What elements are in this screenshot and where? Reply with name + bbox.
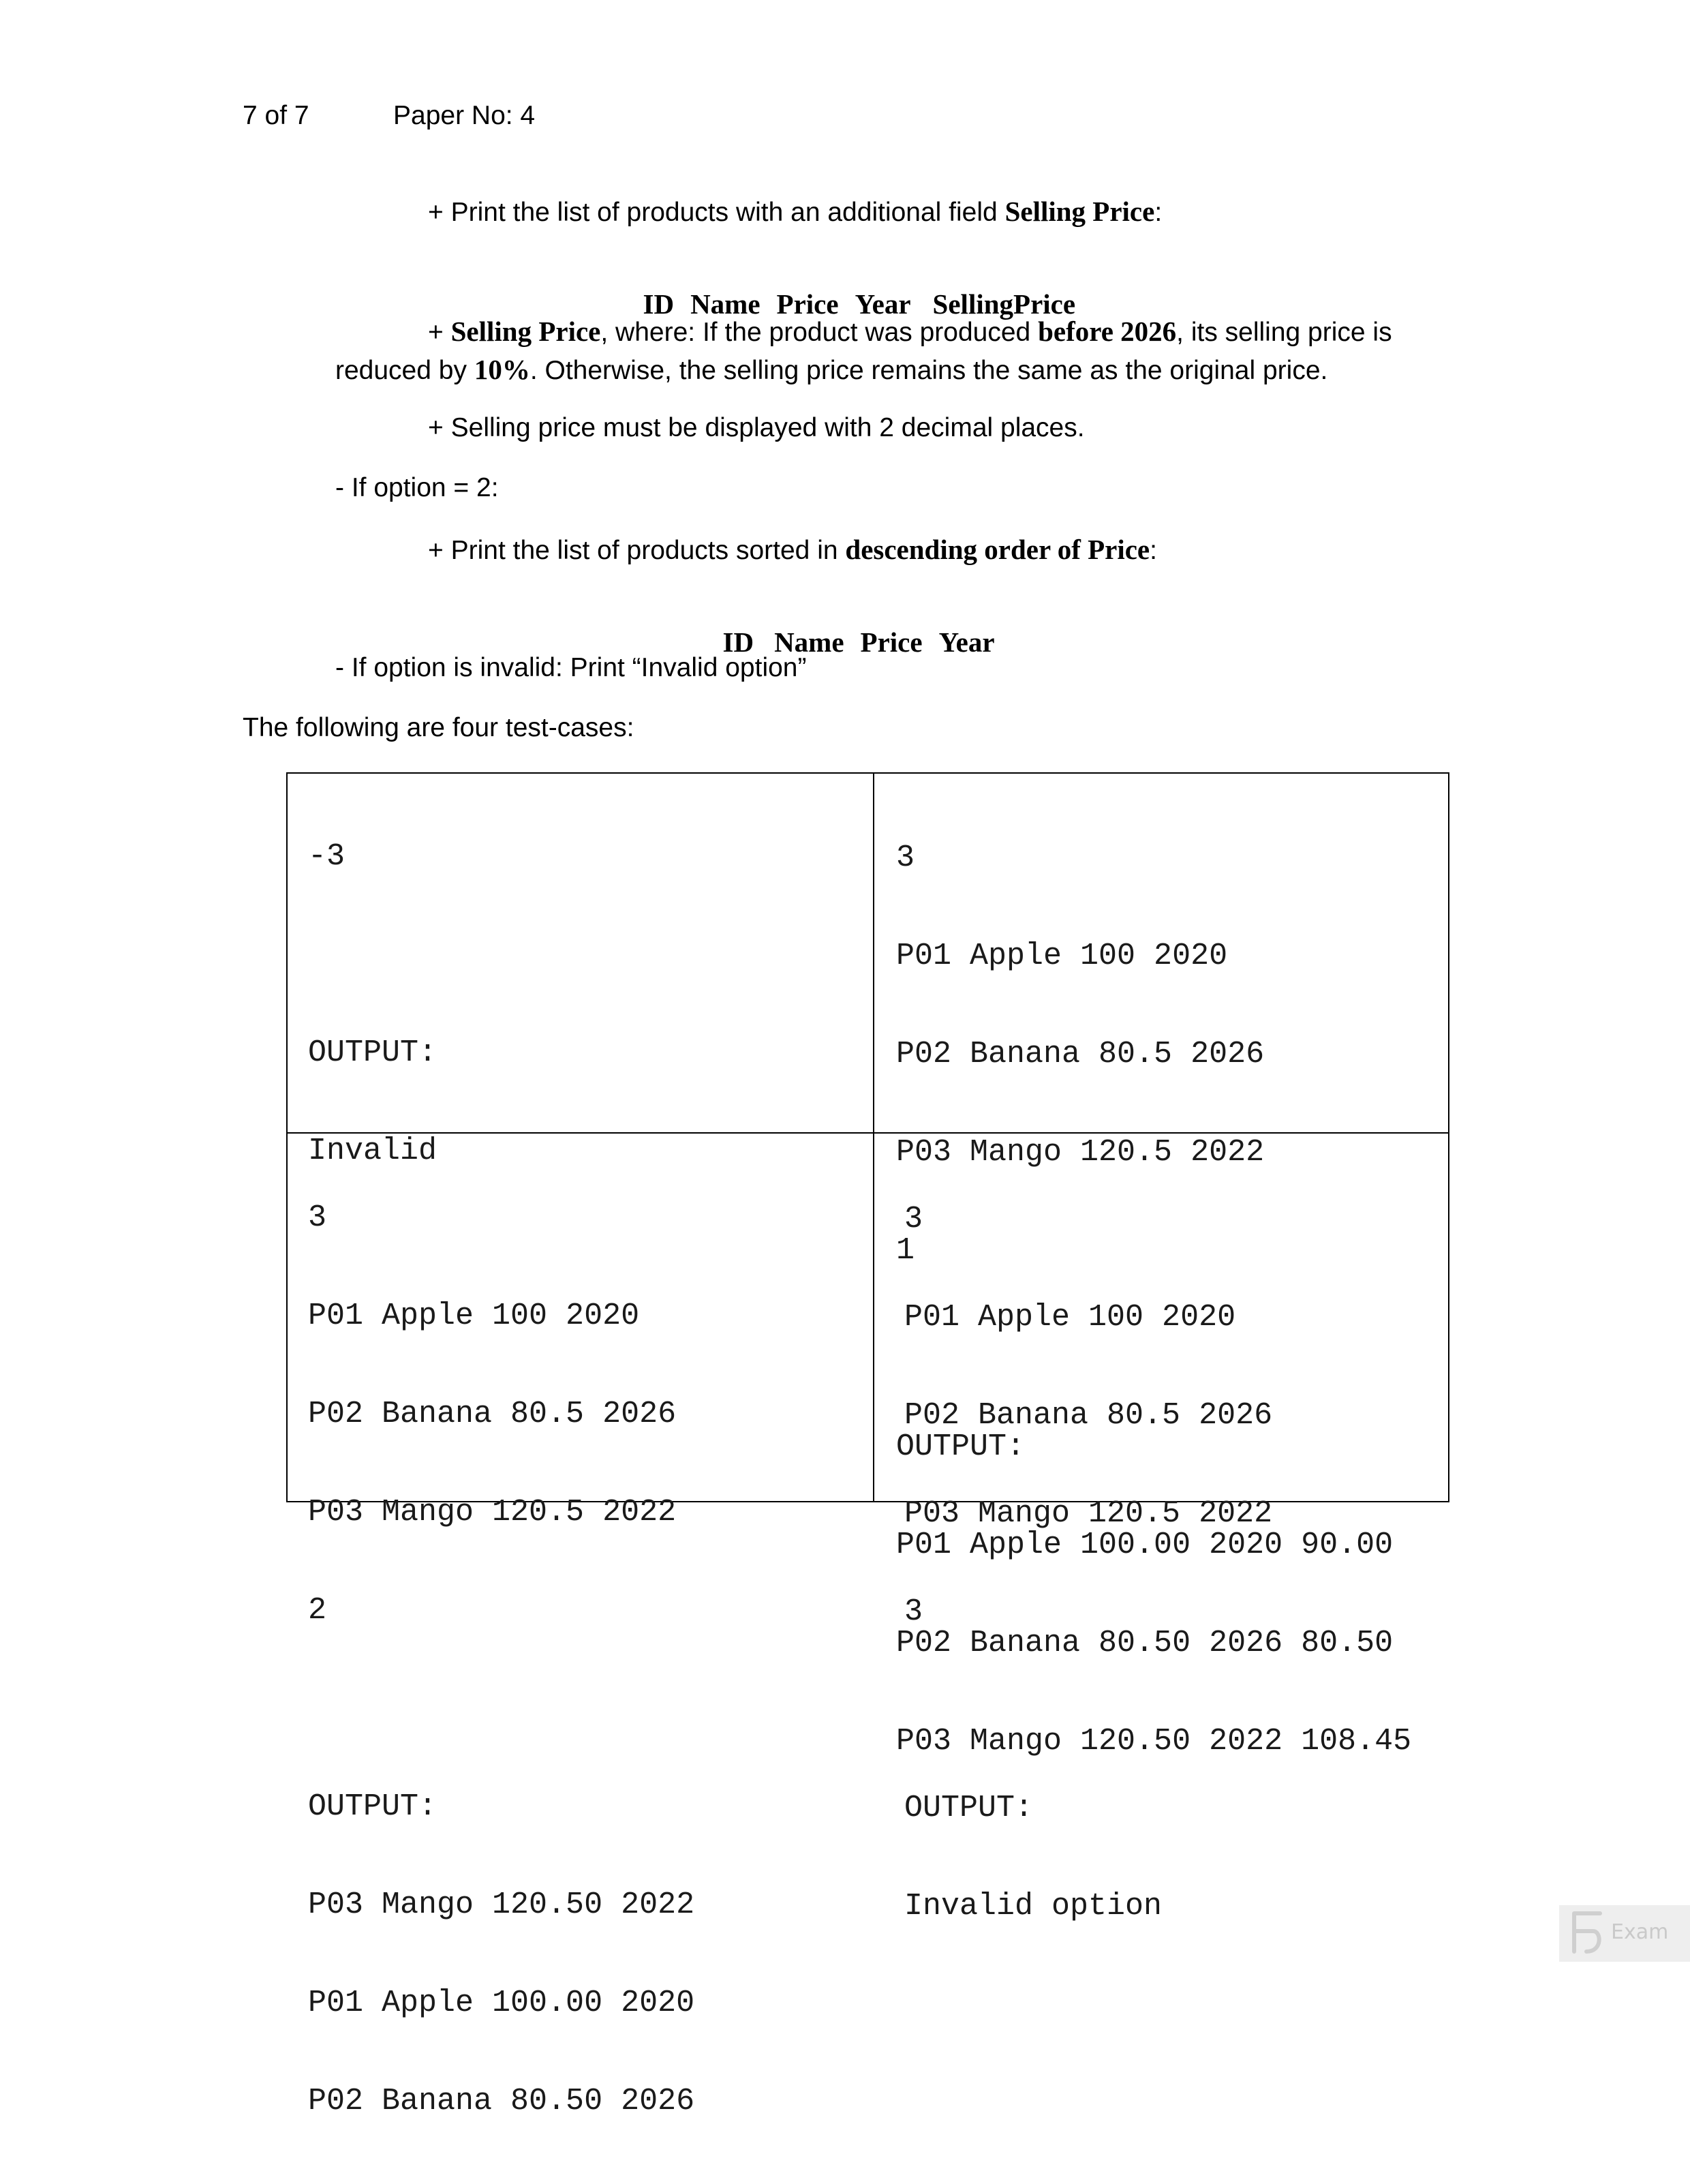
paragraph-text: + xyxy=(428,318,451,347)
paragraph-text: : xyxy=(1154,198,1163,227)
table-divider-vertical xyxy=(873,774,874,1501)
paragraph-text: . Otherwise, the selling price remains the same as the original price. xyxy=(529,356,1328,385)
watermark xyxy=(1559,1905,1690,1962)
heading-price: Price xyxy=(776,288,839,320)
output-label: OUTPUT: xyxy=(896,1429,1026,1464)
heading-selling-price: SellingPrice xyxy=(932,288,1076,320)
input-line: 2 xyxy=(308,1593,327,1628)
testcase-4 xyxy=(904,1138,1272,1988)
input-line: P03 Mango 120.5 2022 xyxy=(904,1496,1273,1531)
testcase-3 xyxy=(308,1136,694,2183)
bold-term: Selling Price xyxy=(1004,196,1155,227)
column-heading-selling xyxy=(629,255,1075,320)
output-label: OUTPUT: xyxy=(308,1789,437,1824)
testcases-intro: The following are four test-cases: xyxy=(243,713,634,742)
paragraph-sorted-list xyxy=(428,533,1157,566)
input-line: P02 Banana 80.5 2026 xyxy=(896,1037,1265,1072)
input-line: 3 xyxy=(308,1200,327,1235)
input-line: 3 xyxy=(896,840,915,875)
output-line: P02 Banana 80.50 2026 80.50 xyxy=(896,1626,1394,1660)
heading-year: Year xyxy=(855,288,911,320)
input-line: P02 Banana 80.5 2026 xyxy=(904,1398,1273,1433)
input-line: 3 xyxy=(904,1202,923,1237)
paragraph-text: , where: If the product was produced xyxy=(600,318,1039,347)
heading-price: Price xyxy=(860,626,923,658)
paragraph-text: + Print the list of products with an additional field xyxy=(428,198,1005,227)
option-2-label: - If option = 2: xyxy=(335,473,499,502)
output-line: P02 Banana 80.50 2026 xyxy=(308,2084,695,2119)
heading-id: ID xyxy=(722,626,754,658)
input-line: P01 Apple 100 2020 xyxy=(308,1299,640,1333)
page-number: 7 of 7 xyxy=(243,101,309,130)
bold-term: 10% xyxy=(474,354,530,385)
input-line: 3 xyxy=(904,1594,923,1629)
heading-id: ID xyxy=(643,288,675,320)
output-line: P01 Apple 100.00 2020 90.00 xyxy=(896,1528,1394,1562)
output-label: OUTPUT: xyxy=(308,1035,437,1070)
paragraph-selling-price-list xyxy=(428,195,1162,228)
input-line: 1 xyxy=(896,1233,915,1268)
output-line: P01 Apple 100.00 2020 xyxy=(308,1986,695,2020)
bold-term: Selling Price xyxy=(450,316,601,347)
paragraph-text: + Print the list of products sorted in xyxy=(428,536,846,565)
input-line: P02 Banana 80.5 2026 xyxy=(308,1397,677,1431)
paragraph-text: , its selling price is xyxy=(1176,318,1392,347)
input-line: P03 Mango 120.5 2022 xyxy=(896,1135,1265,1170)
input-line: P03 Mango 120.5 2022 xyxy=(308,1495,677,1530)
input-line: -3 xyxy=(308,839,345,874)
output-line: P03 Mango 120.50 2022 108.45 xyxy=(896,1724,1412,1759)
watermark-logo-icon xyxy=(1566,1908,1607,1957)
paragraph-text: reduced by xyxy=(335,356,474,385)
output-line: Invalid xyxy=(308,1134,437,1168)
bold-term: before 2026 xyxy=(1038,316,1177,347)
bold-term: descending order of Price xyxy=(845,534,1150,565)
invalid-option-rule: - If option is invalid: Print “Invalid option” xyxy=(335,653,807,682)
heading-year: Year xyxy=(938,626,995,658)
paragraph-selling-rule-line1 xyxy=(428,315,1392,348)
output-label: OUTPUT: xyxy=(904,1791,1034,1825)
watermark-text: Exam xyxy=(1611,1920,1669,1944)
input-line: P01 Apple 100 2020 xyxy=(896,939,1228,973)
paragraph-selling-rule-line2 xyxy=(335,353,1327,386)
output-line: Invalid option xyxy=(904,1889,1163,1924)
paper-number: Paper No: 4 xyxy=(393,101,536,130)
testcase-table xyxy=(286,772,1449,2119)
paragraph-text: : xyxy=(1150,536,1157,565)
heading-name: Name xyxy=(774,626,844,658)
output-line: P03 Mango 120.50 2022 xyxy=(308,1887,695,1922)
paragraph-decimal-places: + Selling price must be displayed with 2 decimal places. xyxy=(428,413,1085,442)
input-line: P01 Apple 100 2020 xyxy=(904,1300,1236,1335)
heading-name: Name xyxy=(690,288,760,320)
column-heading-sorted xyxy=(709,593,995,658)
